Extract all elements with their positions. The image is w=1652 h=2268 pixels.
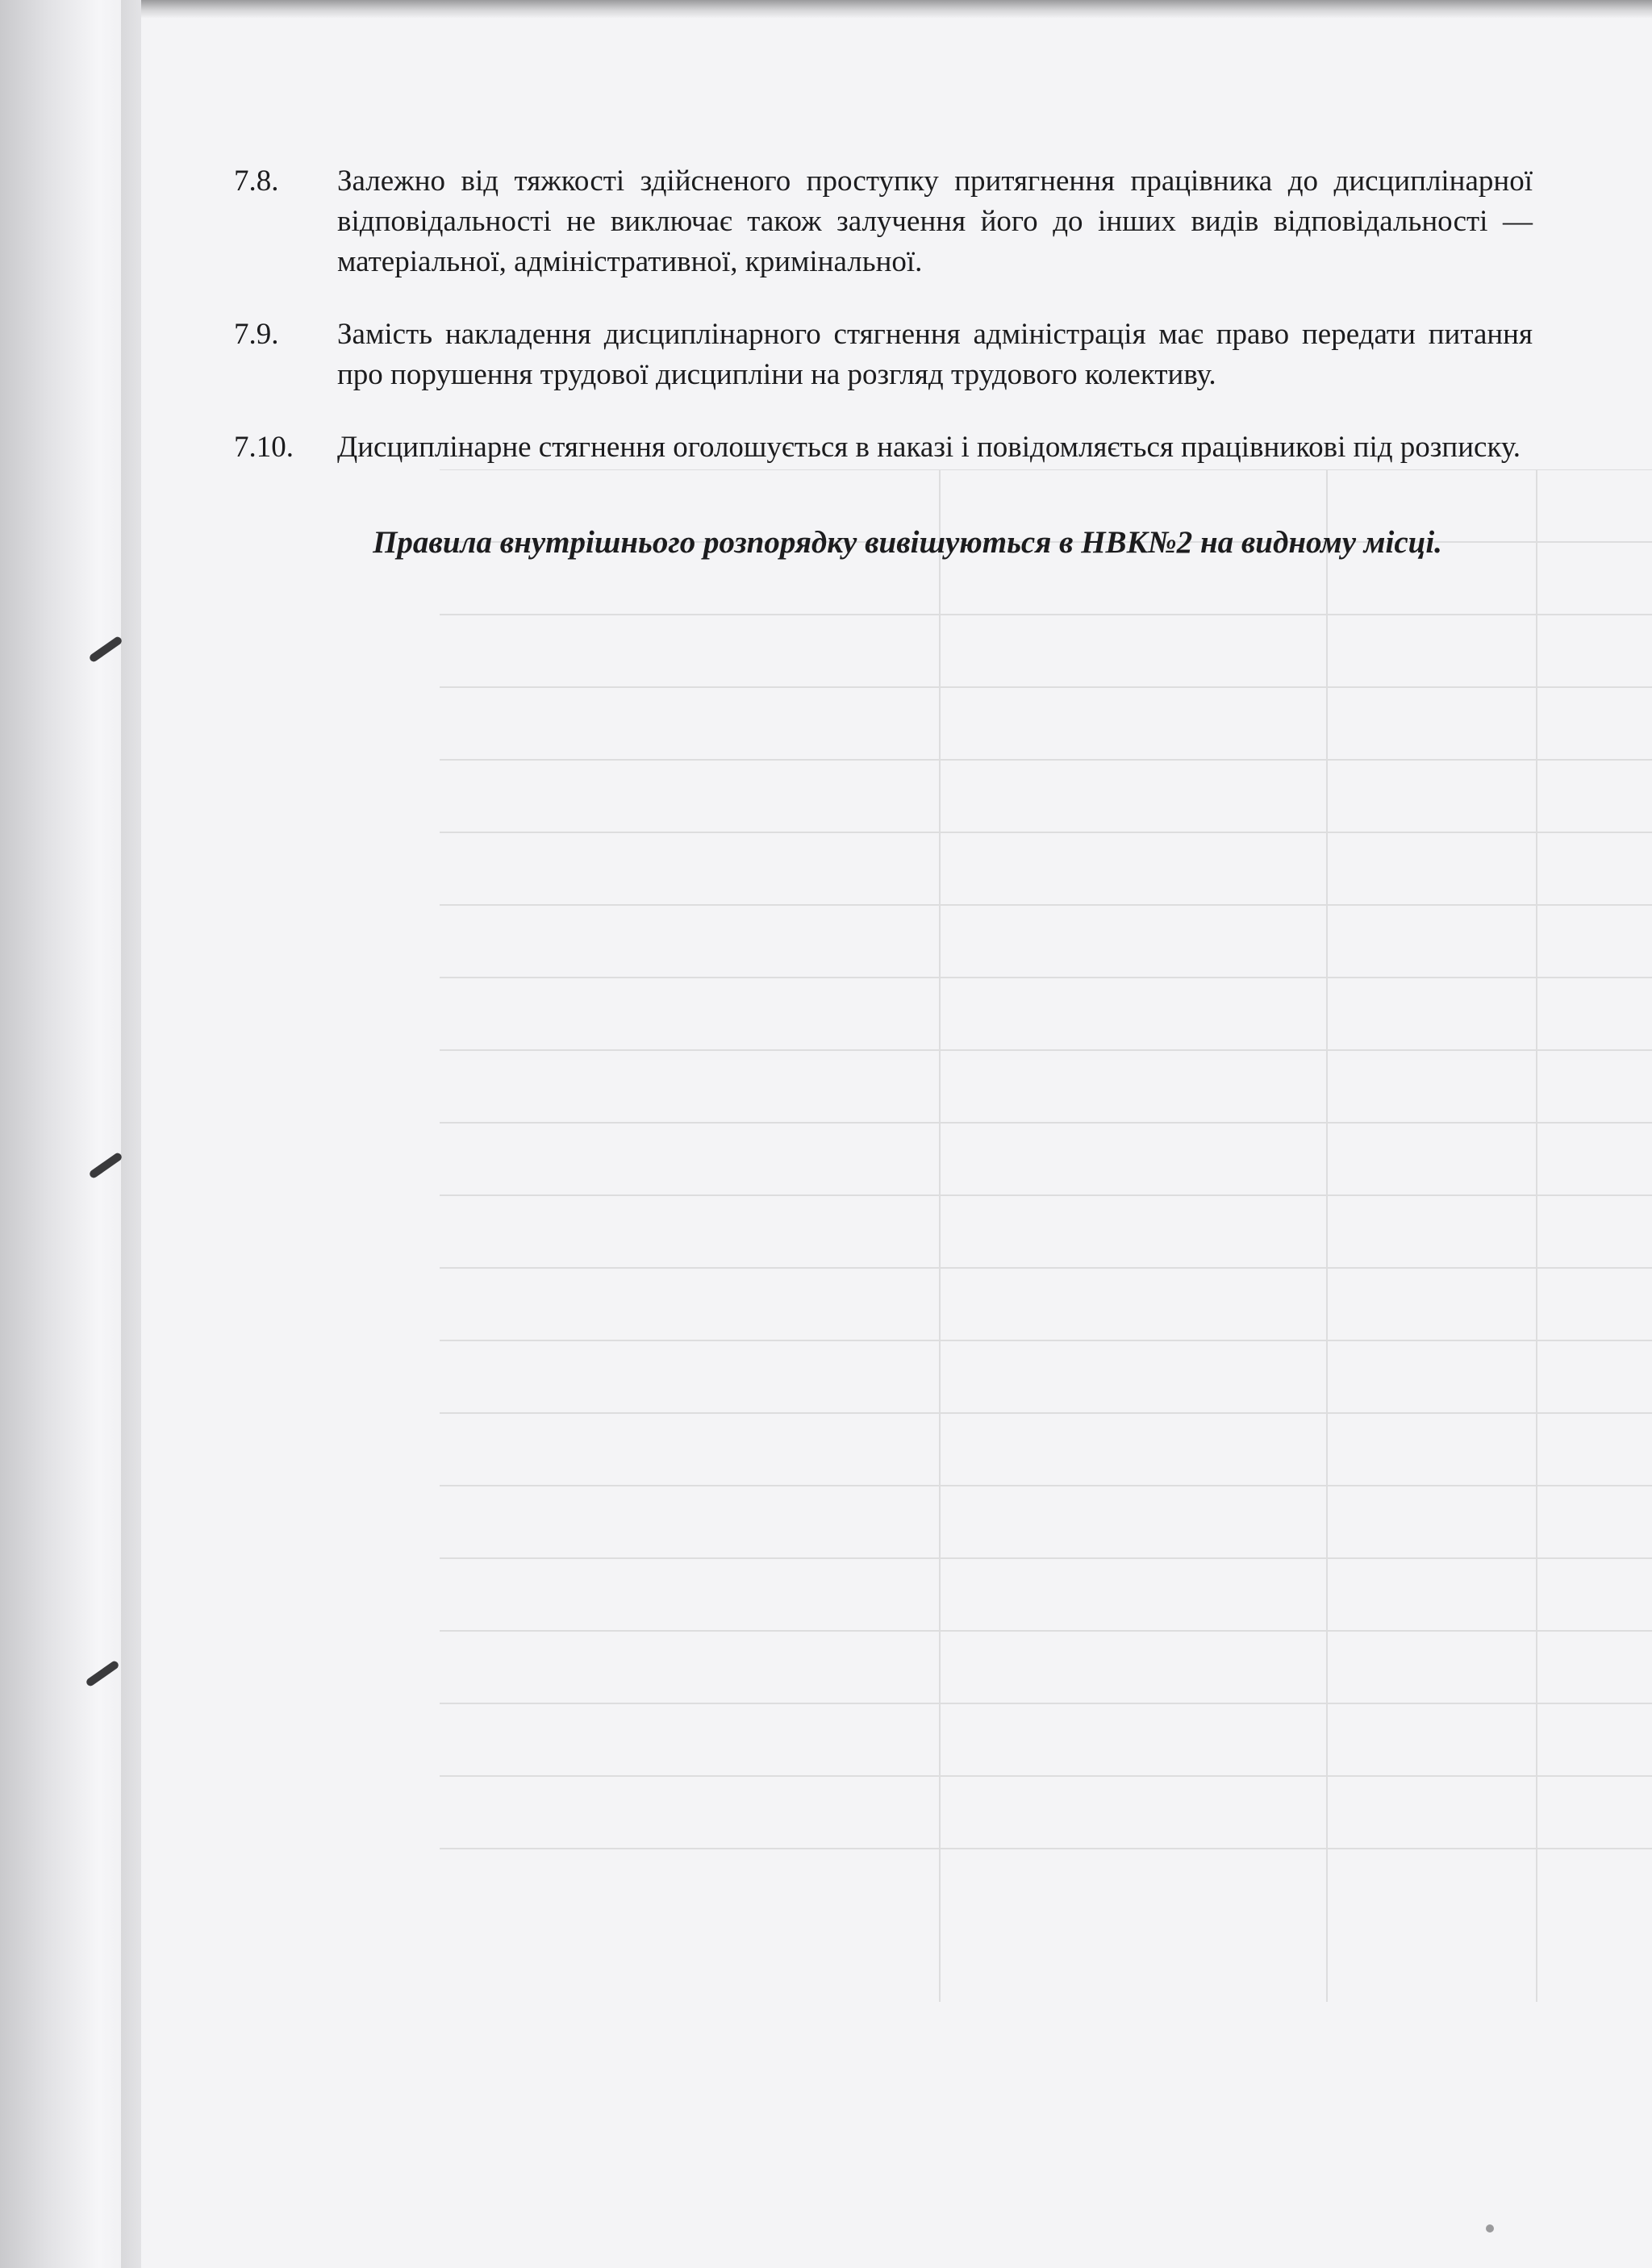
scan-speck <box>1486 2224 1494 2233</box>
show-through-table <box>440 469 1652 2002</box>
closing-note: Правила внутрішнього розпорядку вивішуються в НВК№2 на видному місці. <box>373 525 1442 560</box>
clause-number: 7.9. <box>234 318 279 351</box>
clause-7-8 <box>234 161 1533 282</box>
clause-number: 7.8. <box>234 165 279 198</box>
clause-text: Замість накладення дисциплінарного стягнення адміністрація має право передати питання про порушення трудової дисципліни на розгляд трудового колективу. <box>337 318 1533 391</box>
clause-7-10 <box>234 427 1533 468</box>
document-body <box>234 161 1533 561</box>
binding-edge <box>0 0 141 2268</box>
scan-top-edge <box>141 0 1652 18</box>
clause-number: 7.10. <box>234 431 294 464</box>
clause-text: Дисциплінарне стягнення оголошується в наказі і повідомляється працівникові під розписку. <box>337 431 1521 464</box>
clause-text: Залежно від тяжкості здійсненого проступку притягнення працівника до дисциплінарної відповідальності не виключає також залучення його до інших видів відповідальності — матеріальної, адміністративної, кримінальної. <box>337 165 1533 278</box>
clause-7-9 <box>234 315 1533 395</box>
